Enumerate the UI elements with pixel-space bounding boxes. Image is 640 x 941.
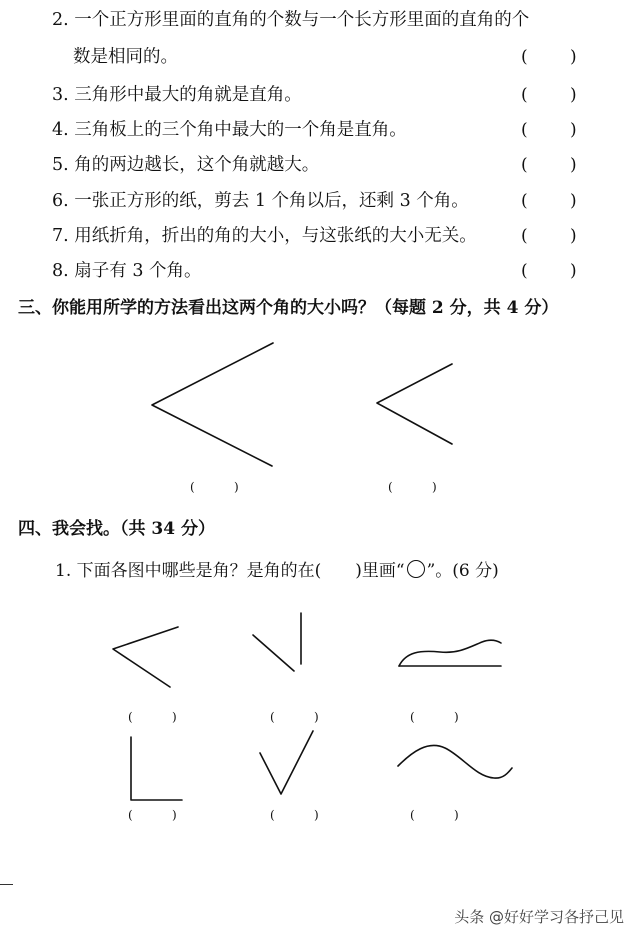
answer-paren-left: ( (270, 808, 275, 822)
answer-paren-left: ( (388, 480, 393, 494)
watermark: 头条 @好好学习各抒己见 (454, 908, 624, 926)
answer-paren-left[interactable]: ( (521, 191, 528, 211)
answer-paren-left[interactable]: ( (521, 120, 528, 140)
answer-paren-left: ( (270, 710, 275, 724)
answer-paren-right: ) (172, 808, 177, 822)
figure-curve-on-line (399, 640, 501, 666)
answer-paren-right[interactable]: ) (570, 226, 577, 246)
question-text: 2. 一个正方形里面的直角的个数与一个长方形里面的直角的个 (52, 10, 530, 30)
answer-paren-right: ) (234, 480, 239, 494)
question-text: 8. 扇子有 3 个角。 (52, 261, 202, 281)
figure-v-angle (260, 731, 313, 794)
answer-paren-left: ( (190, 480, 195, 494)
answer-paren-left: ( (128, 808, 133, 822)
question-text: 4. 三角板上的三个角中最大的一个角是直角。 (52, 120, 407, 140)
figure-separated-lines (253, 613, 301, 671)
answer-paren-left: ( (410, 710, 415, 724)
answer-paren-right: ) (314, 808, 319, 822)
figure-angle-open (113, 627, 178, 687)
answer-paren-right[interactable]: ) (570, 120, 577, 140)
figure-wave-curve (398, 745, 512, 778)
page-edge-mark (0, 884, 13, 885)
section-3-heading: 三、你能用所学的方法看出这两个角的大小吗？（每题 2 分，共 4 分） (18, 298, 559, 318)
answer-paren-right[interactable]: ) (570, 261, 577, 281)
answer-paren-right[interactable]: ) (570, 85, 577, 105)
question-text: 1. 下面各图中哪些是角？是角的在( )里画“ (55, 561, 405, 581)
answer-paren-left[interactable]: ( (521, 85, 528, 105)
section-4-heading: 四、我会找。（共 34 分） (18, 519, 215, 539)
answer-paren-right[interactable]: ) (570, 47, 577, 67)
answer-paren-left[interactable]: ( (521, 226, 528, 246)
answer-paren-right: ) (432, 480, 437, 494)
answer-paren-left: ( (410, 808, 415, 822)
answer-paren-left[interactable]: ( (521, 155, 528, 175)
question-text-continued: 数是相同的。 (73, 47, 178, 67)
answer-paren-right: ) (454, 710, 459, 724)
answer-paren-right: ) (314, 710, 319, 724)
question-text: 6. 一张正方形的纸，剪去 1 个角以后，还剩 3 个角。 (52, 191, 469, 211)
answer-paren-right[interactable]: ) (570, 191, 577, 211)
answer-paren-right: ) (454, 808, 459, 822)
figure-right-angle (131, 737, 182, 800)
angle-figure-large (152, 343, 273, 466)
question-text: 3. 三角形中最大的角就是直角。 (52, 85, 302, 105)
answer-paren-left: ( (128, 710, 133, 724)
question-text: 5. 角的两边越长，这个角就越大。 (52, 155, 320, 175)
answer-paren-left[interactable]: ( (521, 261, 528, 281)
question-text-end: ”。(6 分) (426, 561, 499, 581)
answer-paren-right[interactable]: ) (570, 155, 577, 175)
question-text: 7. 用纸折角，折出的角的大小，与这张纸的大小无关。 (52, 226, 477, 246)
angle-figure-small (377, 364, 452, 444)
answer-paren-left[interactable]: ( (521, 47, 528, 67)
answer-paren-right: ) (172, 710, 177, 724)
